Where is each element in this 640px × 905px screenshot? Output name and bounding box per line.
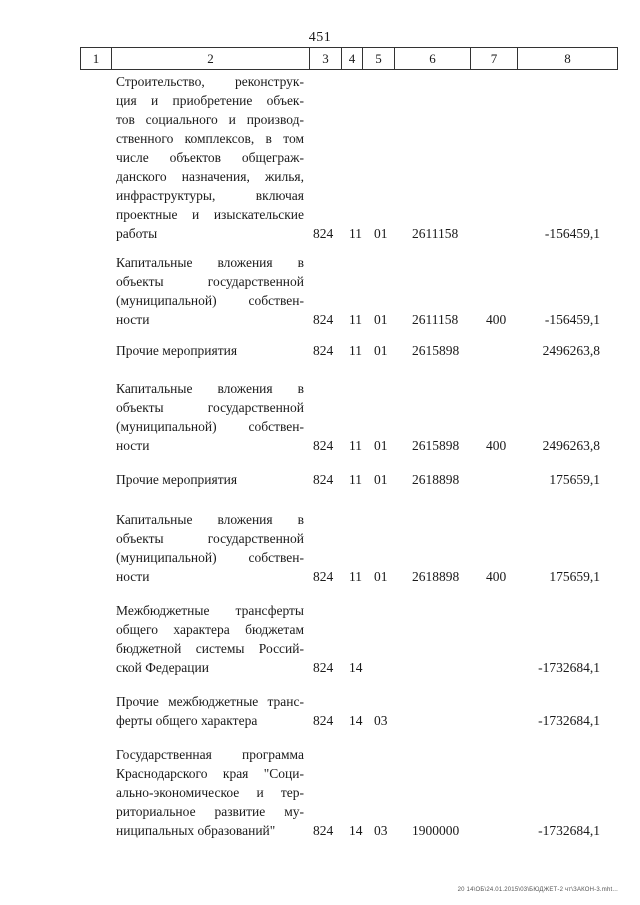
cell-c6: 2618898 (412, 569, 460, 584)
row-description (116, 470, 304, 489)
cell-c4: 11 (349, 438, 362, 453)
cell-c4: 11 (349, 226, 362, 241)
description-line: (муниципальной) собствен- (116, 550, 304, 565)
description-line: общего характера бюджетам (116, 622, 304, 637)
description-line: объекты государственной (116, 400, 304, 415)
description-line: ской Федерации (116, 660, 209, 675)
description-line: ственного комплексов, в том (116, 131, 304, 146)
description-line: ности (116, 312, 150, 327)
cell-c8: 2496263,8 (542, 438, 600, 453)
cell-c8: -156459,1 (544, 226, 600, 241)
description-line: Прочие межбюджетные транс- (116, 694, 304, 709)
description-line: Государственная программа (116, 747, 304, 762)
header-cell-1: 1 (80, 48, 111, 69)
cell-c7: 400 (486, 438, 507, 453)
description-line: ниципальных образований" (116, 823, 276, 838)
header-cell-2: 2 (111, 48, 309, 69)
header-cell-4: 4 (341, 48, 362, 69)
description-line: данского назначения, жилья, (116, 169, 304, 184)
description-line: объекты государственной (116, 531, 304, 546)
description-line: инфраструктуры, включая (116, 188, 304, 203)
description-line: (муниципальной) собствен- (116, 419, 304, 434)
header-cell-3: 3 (309, 48, 341, 69)
cell-c6: 2615898 (412, 343, 460, 358)
description-line: проектные и изыскательские (116, 207, 304, 222)
description-line: Капитальные вложения в (116, 255, 304, 270)
description-line: ности (116, 438, 150, 453)
header-cell-6: 6 (394, 48, 470, 69)
description-line: работы (116, 226, 158, 241)
description-line: ферты общего характера (116, 713, 258, 728)
cell-c8: 2496263,8 (542, 343, 600, 358)
header-cell-5: 5 (362, 48, 394, 69)
cell-c6: 1900000 (412, 823, 460, 838)
cell-c4: 14 (349, 713, 363, 728)
cell-c6: 2615898 (412, 438, 460, 453)
cell-c8: -1732684,1 (538, 713, 600, 728)
description-line: Прочие мероприятия (116, 343, 238, 358)
row-description (116, 692, 304, 730)
cell-c8: -156459,1 (544, 312, 600, 327)
cell-c6: 2618898 (412, 472, 460, 487)
description-line: Капитальные вложения в (116, 512, 304, 527)
row-description (116, 745, 304, 840)
cell-c4: 11 (349, 312, 362, 327)
row-description (116, 72, 304, 243)
cell-c3: 824 (313, 438, 334, 453)
cell-c5: 01 (374, 312, 388, 327)
cell-c8: 175659,1 (549, 569, 600, 584)
page-number: 451 (308, 30, 332, 45)
cell-c8: -1732684,1 (538, 660, 600, 675)
file-path-footer: 20 14\ОБ\24.01.2015\03\БЮДЖЕТ-2 чт\ЗАКОН-3.mht... (457, 887, 618, 893)
cell-c8: 175659,1 (549, 472, 600, 487)
cell-c3: 824 (313, 343, 334, 358)
cell-c5: 03 (374, 713, 388, 728)
cell-c5: 01 (374, 343, 388, 358)
description-line: (муниципальной) собствен- (116, 293, 304, 308)
row-description (116, 379, 304, 455)
description-line: объекты государственной (116, 274, 304, 289)
cell-c3: 824 (313, 226, 334, 241)
cell-c4: 14 (349, 823, 363, 838)
cell-c5: 01 (374, 569, 388, 584)
cell-c3: 824 (313, 472, 334, 487)
header-cell-8: 8 (517, 48, 618, 69)
description-line: Капитальные вложения в (116, 381, 304, 396)
cell-c3: 824 (313, 312, 334, 327)
cell-c4: 11 (349, 569, 362, 584)
description-line: Краснодарского края "Соци- (116, 766, 304, 781)
cell-c4: 11 (349, 343, 362, 358)
description-line: числе объектов общеграж- (116, 150, 304, 165)
description-line: тов социального и производ- (116, 112, 304, 127)
cell-c4: 14 (349, 660, 363, 675)
cell-c5: 01 (374, 472, 388, 487)
cell-c7: 400 (486, 312, 507, 327)
description-line: бюджетной системы Россий- (116, 641, 304, 656)
header-cell-7: 7 (470, 48, 517, 69)
cell-c5: 03 (374, 823, 388, 838)
description-line: Межбюджетные трансферты (116, 603, 304, 618)
description-line: риториальное развитие му- (116, 804, 304, 819)
cell-c5: 01 (374, 226, 388, 241)
cell-c3: 824 (313, 713, 334, 728)
description-line: Прочие мероприятия (116, 472, 238, 487)
row-description (116, 341, 304, 360)
cell-c7: 400 (486, 569, 507, 584)
row-description (116, 601, 304, 677)
row-description (116, 253, 304, 329)
cell-c3: 824 (313, 569, 334, 584)
description-line: ально-экономическое и тер- (116, 785, 304, 800)
row-description (116, 510, 304, 586)
cell-c3: 824 (313, 823, 334, 838)
cell-c6: 2611158 (412, 312, 459, 327)
table-header-row (80, 47, 618, 70)
description-line: ция и приобретение объек- (116, 93, 304, 108)
cell-c3: 824 (313, 660, 334, 675)
description-line: Строительство, реконструк- (116, 74, 304, 89)
cell-c6: 2611158 (412, 226, 459, 241)
cell-c8: -1732684,1 (538, 823, 600, 838)
description-line: ности (116, 569, 150, 584)
cell-c4: 11 (349, 472, 362, 487)
cell-c5: 01 (374, 438, 388, 453)
